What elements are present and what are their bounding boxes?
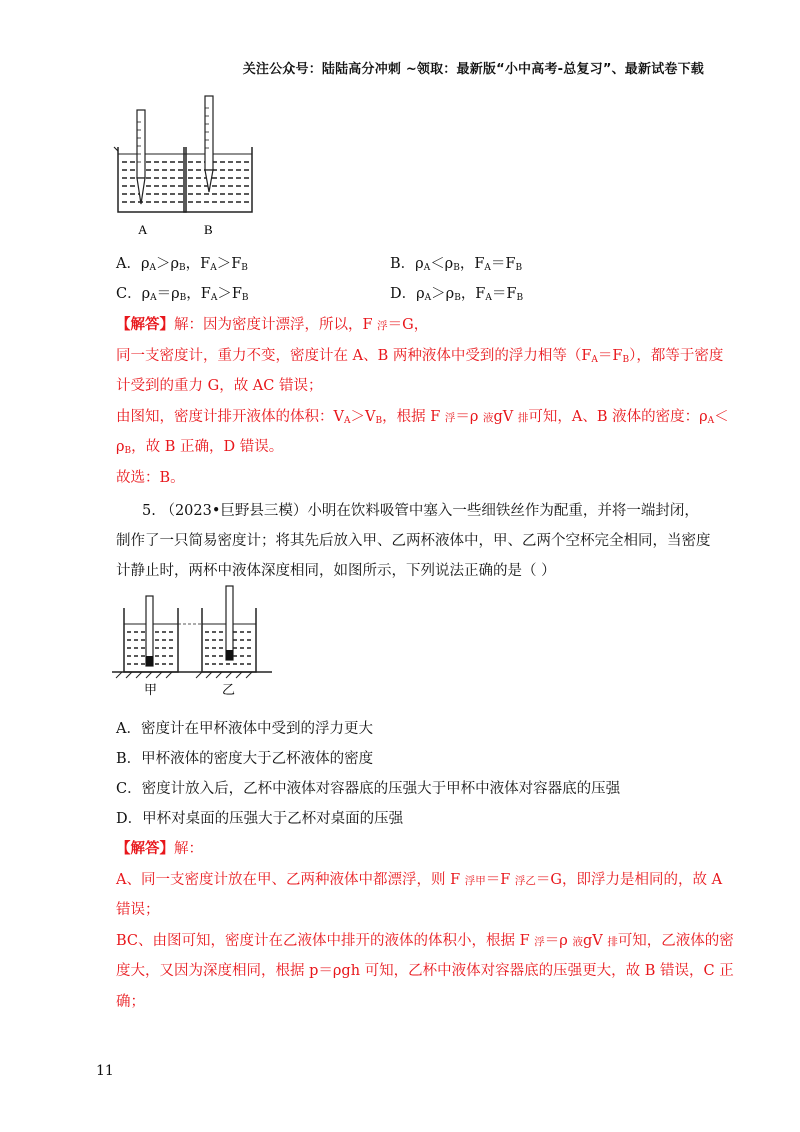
q4-answer-line3: 计受到的重力 G，故 AC 错误；	[116, 378, 323, 394]
q4-choice: 故选：B。	[116, 470, 185, 486]
q5-option-a: A．密度计在甲杯液体中受到的浮力更大	[116, 721, 373, 737]
page-number: 11	[96, 1063, 114, 1079]
q4-answer-line1: 【解答】解：因为密度计漂浮，所以，F 浮＝G，	[116, 316, 429, 333]
q5-stem-line3: 计静止时，两杯中液体深度相同，如图所示，下列说法正确的是（ ）	[116, 563, 556, 579]
label-a: A	[138, 222, 148, 237]
beaker-b	[184, 96, 252, 212]
q5-answer-header	[116, 839, 203, 859]
q5-option-c: C．密度计放入后，乙杯中液体对容器底的压强大于甲杯中液体对容器底的压强	[116, 781, 621, 797]
q5-stem-line2: 制作了一只简易密度计；将其先后放入甲、乙两杯液体中，甲、乙两个空杯完全相同，当密度	[116, 533, 711, 549]
q5-answer-tag: 【解答】	[116, 840, 174, 857]
q5-answer-a-line1: A、同一支密度计放在甲、乙两种液体中都漂浮，则 F 浮甲＝F 浮乙＝G，即浮力是相同的，故 A	[116, 872, 723, 888]
q5-answer-bc-line1: BC、由图可知，密度计在乙液体中排开的液体的体积小，根据 F 浮＝ρ 液gV 排可知，乙液体的密	[116, 933, 734, 949]
cups-figure	[112, 584, 272, 700]
page-header: 关注公众号：陆陆高分冲刺 ~领取：最新版“小中高考-总复习”、最新试卷下载	[242, 62, 704, 77]
q5-stem-line1: 5. （2023•巨野县三模）小明在饮料吸管中塞入一些细铁丝作为配重，并将一端封闭，	[142, 503, 699, 519]
hydrometer-beakers-figure	[108, 92, 258, 240]
q4-option-b: B．$\rho_A<\rho_B$，$F_A=F_B$	[390, 256, 523, 273]
q5-answer-tail: 解：	[174, 841, 203, 857]
label-jia: 甲	[144, 682, 158, 697]
q4-answer-line4: 由图知，密度计排开液体的体积：$V_A>V_B$，根据 F 浮＝ρ 液gV 排可知，A、B 液体的密度：$\rho_A<$	[116, 409, 729, 426]
q4-answer-line5: $\rho_B$，故 B 正确，D 错误。	[116, 439, 284, 456]
q5-answer-bc-line2: 度大，又因为深度相同，根据 p＝ρgh 可知，乙杯中液体对容器底的压强更大，故 B 错误，C 正	[116, 963, 734, 979]
q5-option-d: D．甲杯对桌面的压强大于乙杯对桌面的压强	[116, 811, 404, 827]
label-yi: 乙	[222, 682, 236, 697]
q5-option-b: B．甲杯液体的密度大于乙杯液体的密度	[116, 751, 374, 767]
q4-option-a: A．$\rho_A>\rho_B$，$F_A>F_B$	[116, 256, 248, 273]
q4-option-c: C．$\rho_A=\rho_B$，$F_A>F_B$	[116, 286, 249, 303]
label-b: B	[204, 222, 213, 237]
beaker-a	[114, 110, 186, 212]
q5-answer-a-line2: 错误；	[116, 902, 160, 918]
q4-option-d: D．$\rho_A>\rho_B$，$F_A=F_B$	[390, 286, 524, 303]
q5-answer-bc-line3: 确；	[116, 994, 145, 1010]
q4-answer-line2: 同一支密度计，重力不变，密度计在 A、B 两种液体中受到的浮力相等$(F_A=F_B)$，都等于密度	[116, 348, 724, 365]
